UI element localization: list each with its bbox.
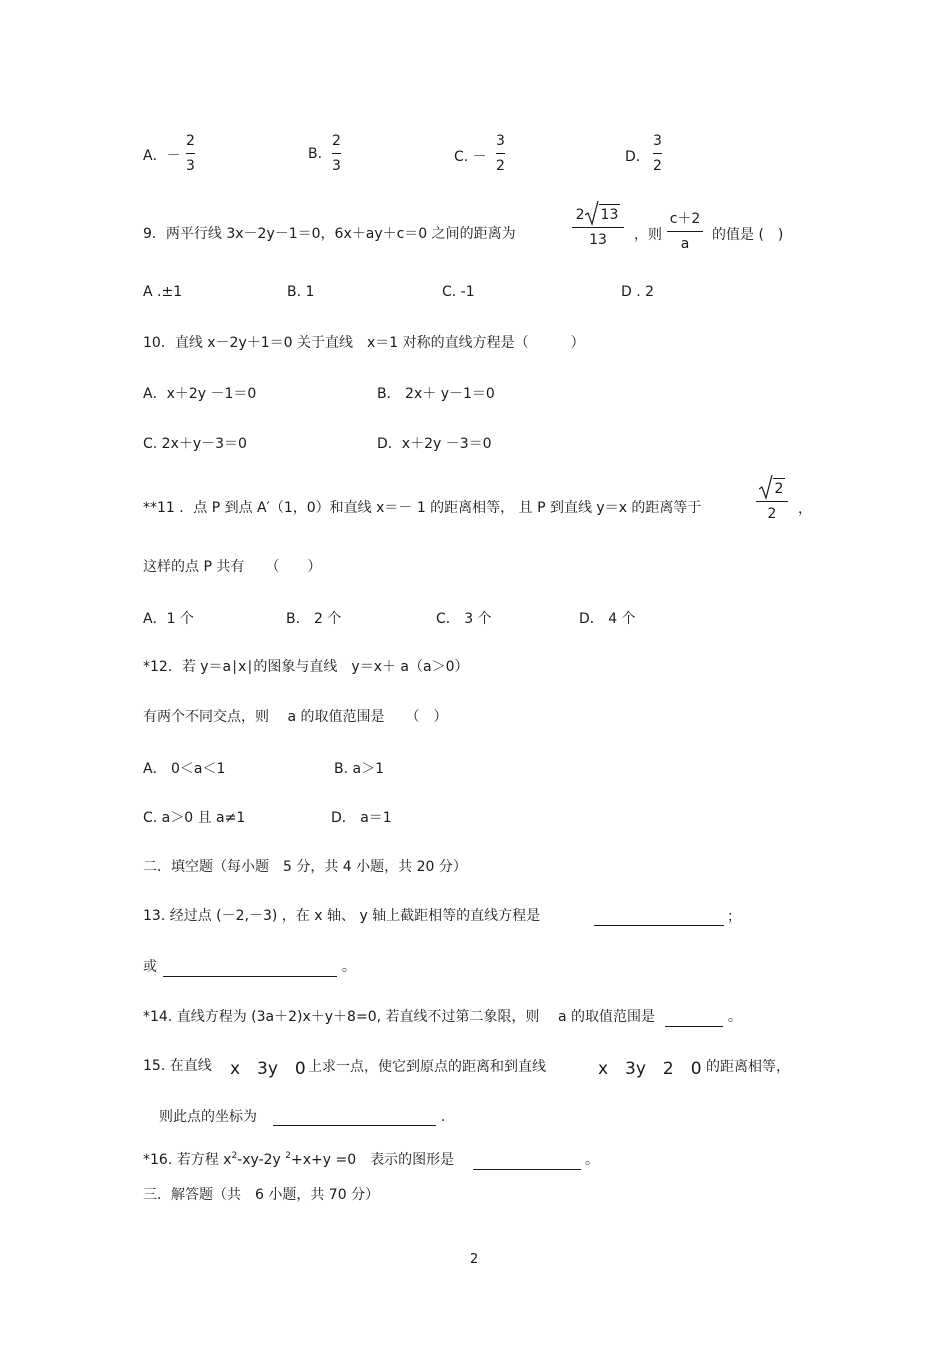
section-3-heading: 三．解答题（共 6 小题，共 70 分） (143, 1187, 380, 1203)
q8-option-a: A．－ (143, 148, 181, 164)
q14-answer-blank[interactable] (665, 1007, 723, 1027)
q15-mid-text: 上求一点，使它到原点的距离和到直线 (308, 1059, 546, 1075)
q15-equation-1: x 3y 0 (230, 1059, 306, 1079)
q9-option-d: D . 2 (621, 284, 655, 300)
q12-option-c: C. a＞0 且 a≠1 (143, 810, 246, 826)
q15-end: . (440, 1109, 446, 1125)
q10-stem: 10．直线 x－2y＋1＝0 关于直线 x＝1 对称的直线方程是（ ） (143, 335, 585, 351)
q12-option-d: D． a＝1 (331, 810, 392, 826)
q8-option-c: C. － (454, 149, 487, 165)
q15-label: 15. 在直线 (143, 1058, 212, 1074)
q12-option-a: A． 0＜a＜1 (143, 761, 226, 777)
q8-option-b: B. (308, 146, 323, 162)
q15-answer-blank[interactable] (273, 1106, 436, 1126)
q9-tail-text: 的值是 ( ) (712, 227, 784, 243)
q8-option-c-fraction: 3 2 (496, 133, 505, 174)
q13-semicolon: ； (727, 909, 741, 925)
q9-option-b: B. 1 (287, 284, 315, 300)
q8-option-d-fraction: 3 2 (653, 133, 662, 174)
q16-exponent-1: 2 (231, 1151, 238, 1161)
q15-equation-2: x 3y 2 0 (598, 1059, 702, 1079)
section-2-heading: 二．填空题（每小题 5 分，共 4 小题，共 20 分） (143, 859, 467, 875)
q16-exponent-2: 2 (285, 1151, 291, 1161)
q14-end: 。 (727, 1009, 742, 1025)
q13-or-line (143, 957, 356, 977)
q9-option-a: A .±1 (143, 284, 183, 300)
q8-option-b-fraction: 2 3 (332, 133, 341, 174)
q11-option-a: A．1 个 (143, 611, 194, 627)
q11-stem: **11 ．点 P 到点 A′（1，0）和直线 x＝－ 1 的距离相等， 且 P 到直线 y＝x 的距离等于 (143, 500, 702, 516)
q8-option-d: D． (625, 149, 650, 165)
q16-stem: *16. 若方程 $x^2-xy-2y$ $^2$+x+y =0 表示的图形是 。 (143, 1151, 600, 1168)
q10-option-a: A．x＋2y －1＝0 (143, 386, 257, 402)
q11-option-d: D． 4 个 (579, 611, 636, 627)
q9-expression-fraction: c＋2 a (667, 210, 703, 253)
q13-answer-blank-1[interactable] (594, 906, 724, 926)
q13-end: 。 (341, 959, 356, 975)
q15-line2: 则此点的坐标为 . (159, 1106, 445, 1126)
q14-stem: *14. 直线方程为 (3a＋2)x＋y＋8=0, 若直线不过第二象限，则 a 的取值范围是 。 (143, 1009, 742, 1025)
q9-option-c: C. -1 (442, 284, 475, 300)
q13-stem: 13. 经过点 (－2,－3) ，在 x 轴、 y 轴上截距相等的直线方程是 (143, 908, 541, 924)
q11-option-b: B． 2 个 (286, 611, 342, 627)
q11-distance-fraction: 2 2 (756, 478, 788, 523)
q15-tail-text: 的距离相等， (706, 1059, 790, 1075)
q11-option-c: C． 3 个 (436, 611, 492, 627)
q10-option-c: C. 2x＋y－3＝0 (143, 436, 247, 452)
q13-answer-blank-2[interactable] (163, 957, 337, 977)
q16-answer-blank[interactable] (473, 1150, 581, 1170)
q16-end: 。 (585, 1152, 600, 1168)
page-number: 2 (470, 1252, 479, 1267)
q10-option-d: D．x＋2y －3＝0 (377, 436, 492, 452)
q9-stem: 9．两平行线 3x－2y－1＝0，6x＋ay＋c＝0 之间的距离为 (143, 226, 516, 242)
q13-or-label: 或 (143, 959, 157, 975)
q12-line2: 有两个不同交点，则 a 的取值范围是 （ ） (143, 709, 448, 725)
q11-comma: ， (798, 501, 812, 517)
q11-line2: 这样的点 P 共有 （ ） (143, 559, 322, 575)
q9-distance-fraction: 2 13 13 (572, 204, 624, 249)
q12-stem: *12．若 y＝a∣x∣的图象与直线 y＝x＋ a（a＞0） (143, 659, 469, 675)
q8-option-a-fraction: 2 3 (186, 133, 195, 174)
q10-option-b: B． 2x＋ y－1＝0 (377, 386, 495, 402)
q9-mid-text: ，则 (634, 227, 662, 243)
q12-option-b: B. a＞1 (334, 761, 384, 777)
